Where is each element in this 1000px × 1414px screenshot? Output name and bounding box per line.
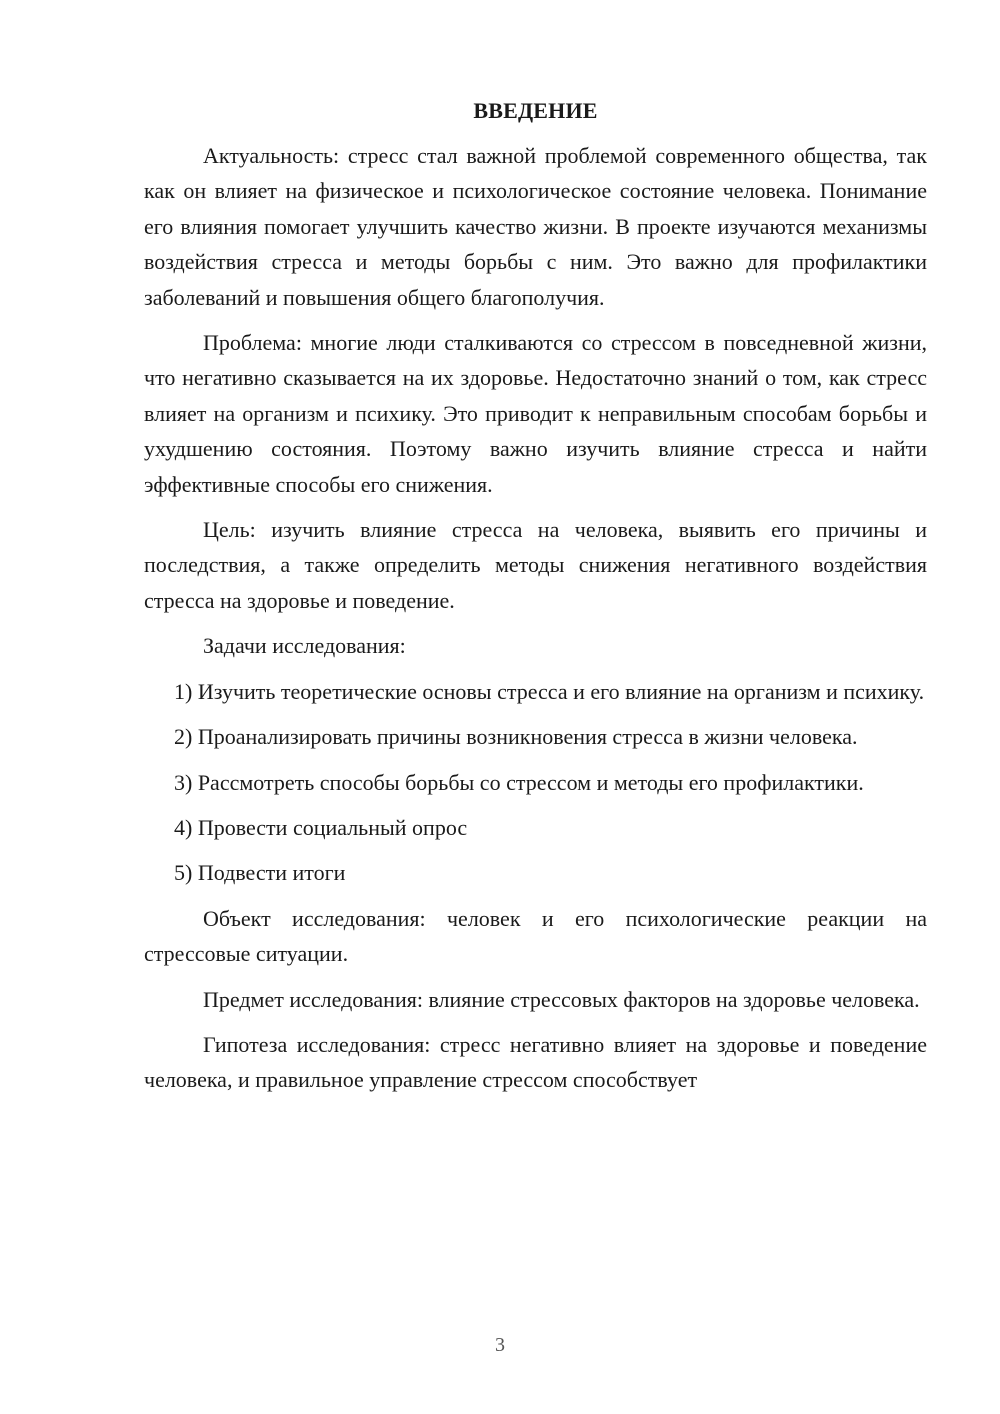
paragraph-hypothesis: Гипотеза исследования: стресс негативно влияет на здоровье и поведение человека, и правильное управление стрессом способствует — [144, 1031, 927, 1093]
page-title: ВВЕДЕНИЕ — [473, 98, 598, 123]
page-number: 3 — [495, 1334, 505, 1356]
paragraph-relevance: Актуальность: стресс стал важной проблемой современного общества, так как он влияет на физическое и психологическое состояние человека. Понимание его влияния помогает улучшить качество жизни. В проекте изучаются механизмы воздействия стресса и методы борьбы с ним. Это важно для профилактики заболеваний и повышения общего благополучия. — [144, 143, 927, 310]
tasks-title: Задачи исследования: — [203, 633, 406, 659]
task-item-3: 3) Рассмотреть способы борьбы со стрессом и методы его профилактики. — [174, 769, 864, 795]
paragraph-problem: Проблема: многие люди сталкиваются со стрессом в повседневной жизни, что негативно сказывается на их здоровье. Недостаточно знаний о том, как стресс влияет на организм и психику. Это приводит к неправильным способам борьбы и ухудшению состояния. Поэтому важно изучить влияние стресса и найти эффективные способы его снижения. — [144, 330, 927, 497]
paragraph-object: Объект исследования: человек и его психологические реакции на стрессовые ситуации. — [144, 905, 927, 967]
paragraph-subject: Предмет исследования: влияние стрессовых факторов на здоровье человека. — [203, 986, 920, 1012]
task-item-1: 1) Изучить теоретические основы стресса и его влияние на организм и психику. — [174, 678, 925, 704]
page-content — [144, 96, 927, 1108]
paragraph-goal: Цель: изучить влияние стресса на человека, выявить его причины и последствия, а также определить методы снижения негативного воздействия стресса на здоровье и поведение. — [144, 517, 927, 613]
task-item-5: 5) Подвести итоги — [174, 860, 346, 886]
task-item-4: 4) Провести социальный опрос — [174, 814, 468, 840]
task-item-2: 2) Проанализировать причины возникновения стресса в жизни человека. — [174, 724, 858, 750]
